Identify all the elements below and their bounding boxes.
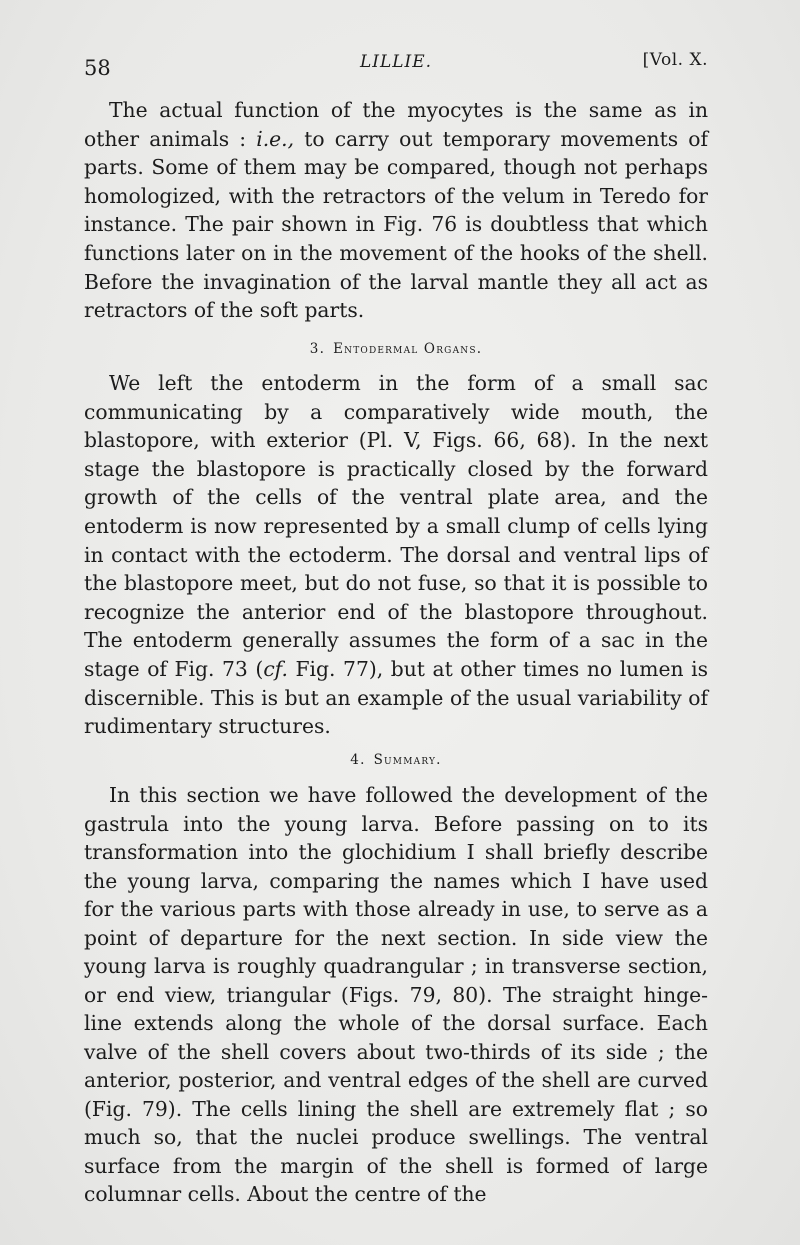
paragraph-text — [84, 96, 708, 325]
running-title: LILLIE. — [359, 52, 433, 72]
section-title: Summary. — [373, 752, 442, 768]
section-heading-summary — [84, 752, 708, 768]
text-run: The actual function of the myocytes is the same as in other animals : — [84, 98, 708, 151]
page-header — [84, 50, 708, 80]
page-number: 58 — [84, 56, 111, 80]
paragraph-myocytes — [84, 96, 708, 325]
section-number: 4. — [350, 752, 366, 768]
paragraph-entoderm — [84, 369, 708, 741]
text-run: We left the entoderm in the form of a small sac communicating by a comparatively wide mouth, the blastopore, with exterior (Pl. V, Figs. 66, 68). In the next stage the blastopore is practically closed by the forward growth of the cells of the ventral plate area, and the entoderm is now represented by a small clump of cells lying in contact with the ectoderm. The dorsal and ventral lips of the blastopore meet, but do not fuse, so that it is possible to recognize the anterior end of the blastopore throughout. The entoderm generally assumes the form of a sac in the stage of Fig. 73 ( — [84, 371, 708, 681]
volume-label: [Vol. X. — [642, 50, 708, 70]
text-run: to carry out temporary movements of parts. Some of them may be compared, though not perhaps homologized, with the retractors of the velum in Teredo for instance. The pair shown in Fig. 76 is doubtless that which functions later on in the movement of the hooks of the shell. Before the invagination of the larval mantle they all act as retractors of the soft parts. — [84, 126, 708, 323]
paragraph-text — [84, 369, 708, 741]
text-run: Fig. 77), but at other times no lumen is discernible. This is but an example of the usual variability of rudimentary structures. — [84, 656, 708, 739]
italic-text: i.e., — [256, 126, 295, 151]
paragraph-summary — [84, 781, 708, 1209]
italic-text: cf. — [263, 656, 288, 681]
paragraph-text: In this section we have followed the development of the gastrula into the young larva. Before passing on to its transformation into the glochidium I shall briefly describe the young larva, comparing the names which I have used for the various parts with those already in use, to serve as a point of departure for the next section. In side view the young larva is roughly quadrangular ; in transverse section, or end view, triangular (Figs. 79, 80). The straight hinge-line extends along the whole of the dorsal surface. Each valve of the shell covers about two-thirds of its side ; the anterior, posterior, and ventral edges of the shell are curved (Fig. 79). The cells lining the shell are extremely flat ; so much so, that the nuclei produce swellings. The ventral surface from the margin of the shell is formed of large columnar cells. About the centre of the — [84, 783, 708, 1206]
section-heading-entodermal-organs — [84, 341, 708, 357]
section-title: Entodermal Organs. — [333, 341, 483, 357]
section-number: 3. — [309, 341, 326, 357]
